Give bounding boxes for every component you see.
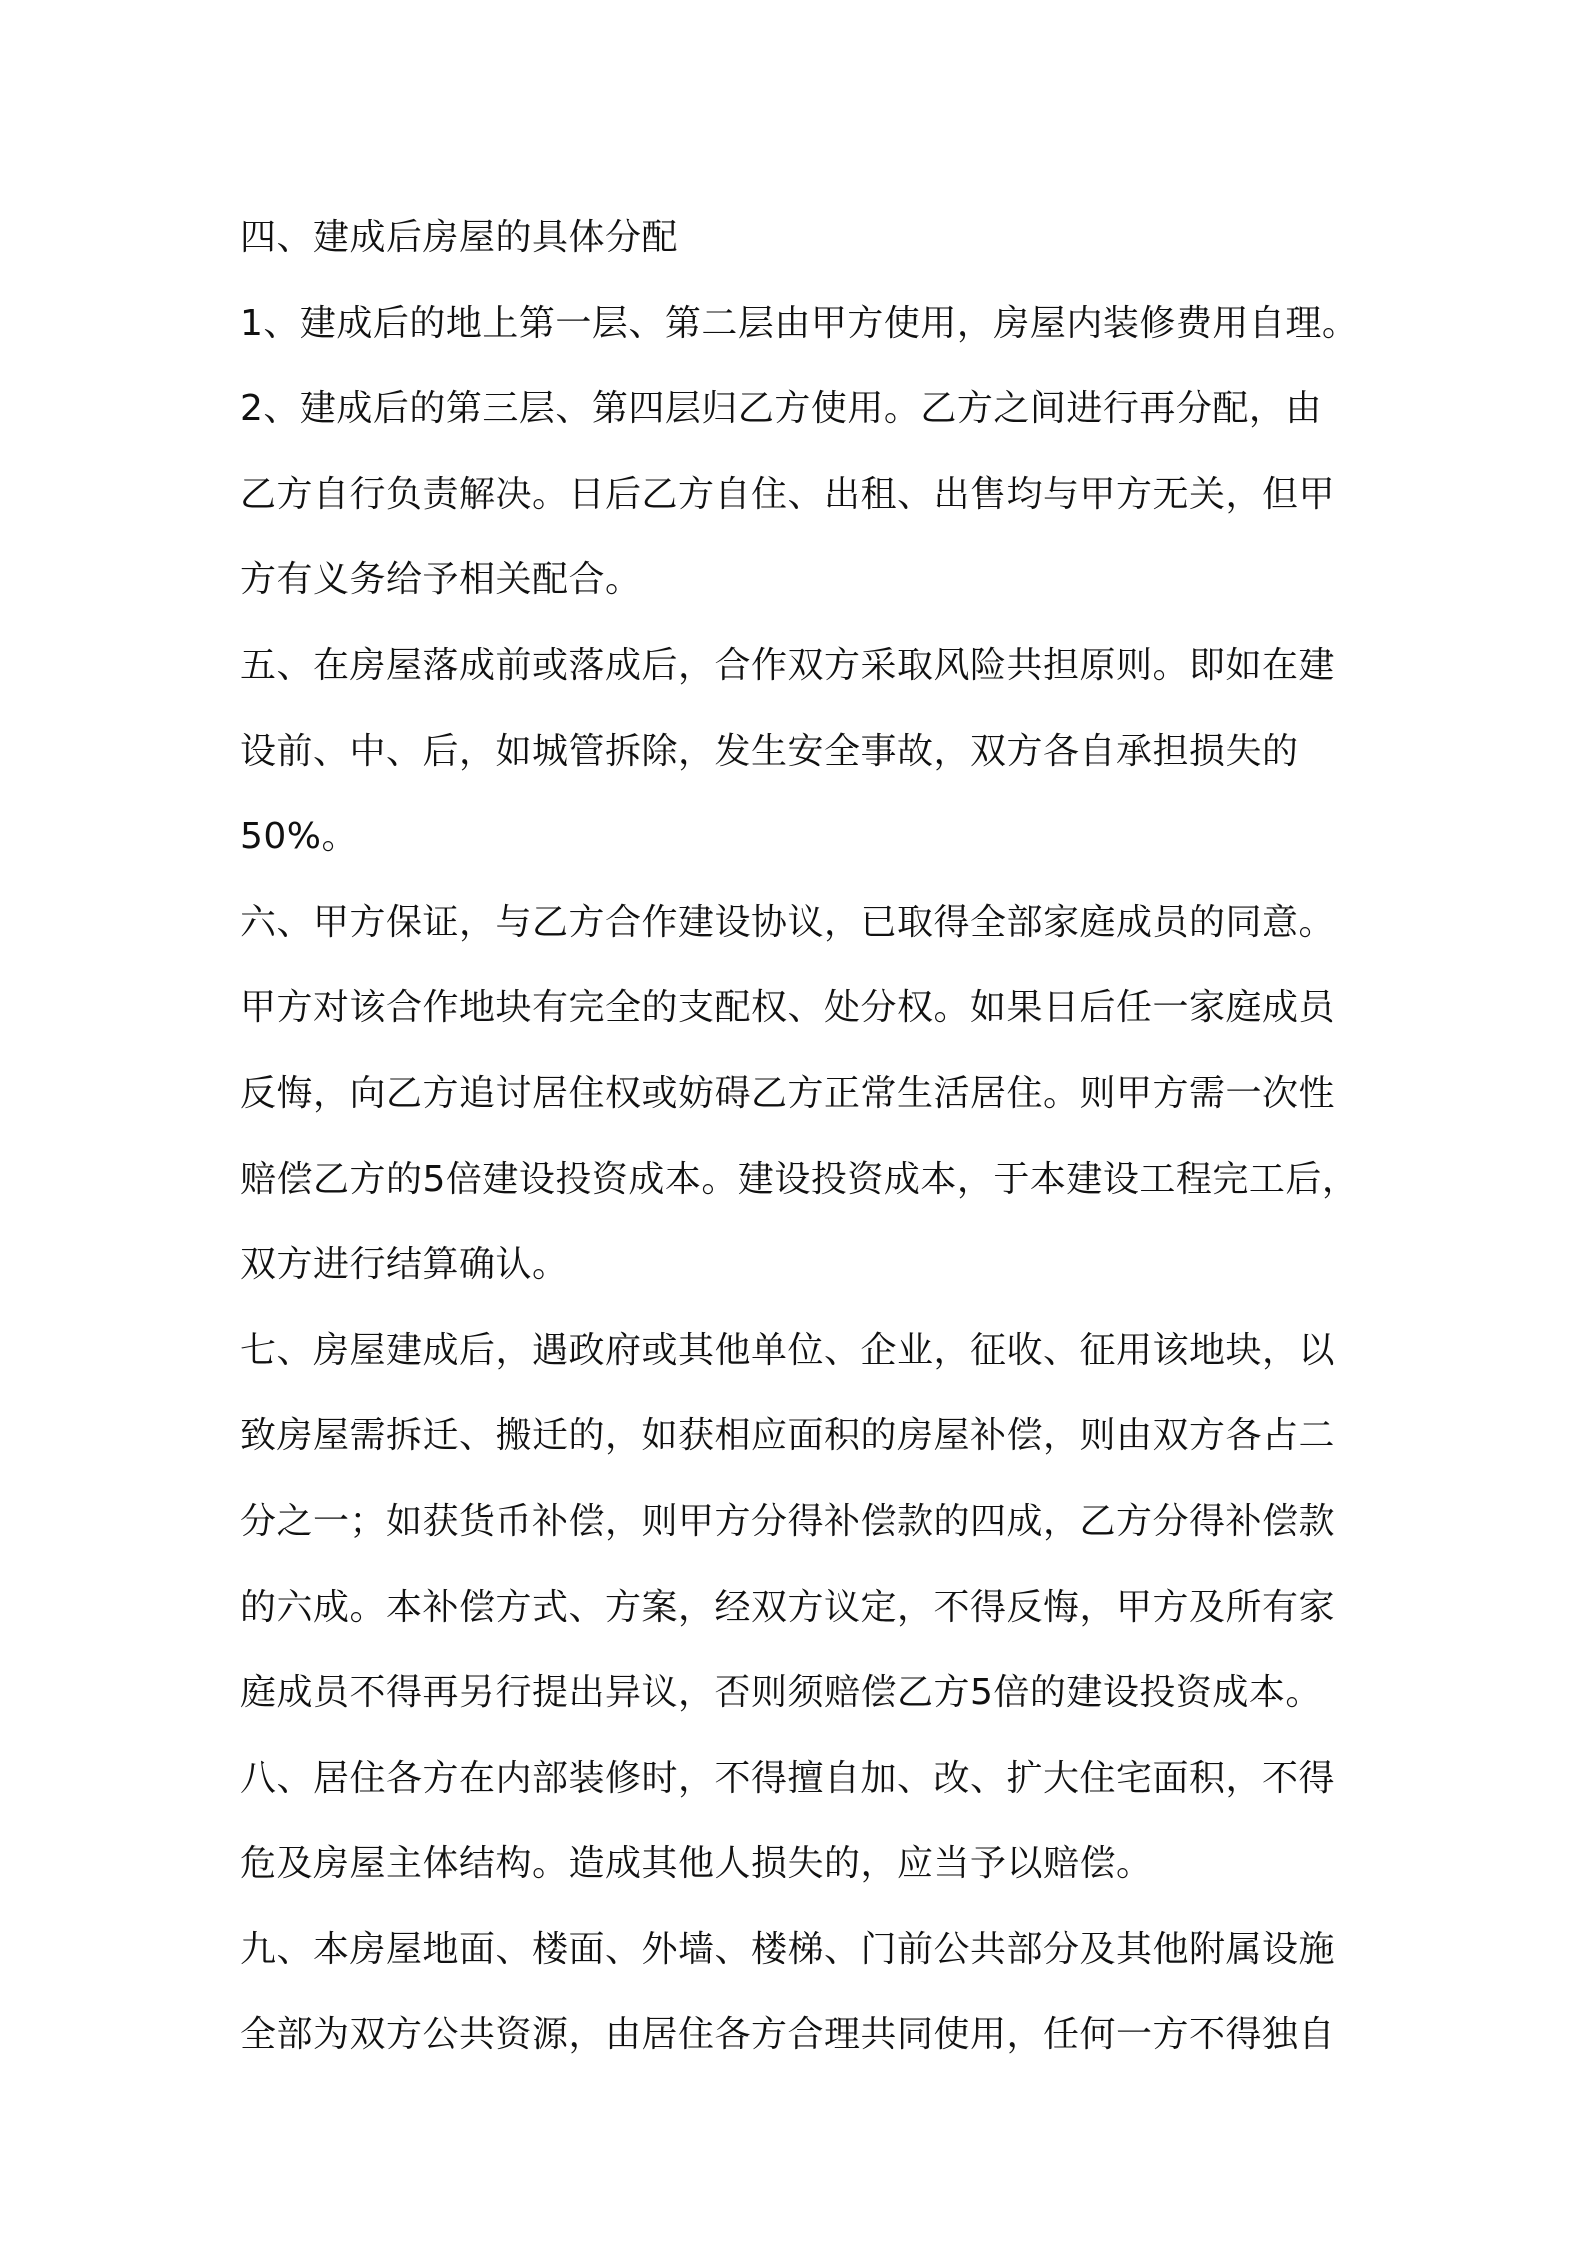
text-line: 50%。 (240, 816, 359, 858)
text-line: 分之一；如获货币补偿，则甲方分得补偿款的四成，乙方分得补偿款 (240, 1500, 1336, 1542)
document-body (240, 195, 1360, 2078)
text-line: 双方进行结算确认。 (240, 1244, 569, 1286)
text-line: 的六成。本补偿方式、方案，经双方议定，不得反悔，甲方及所有家 (240, 1586, 1336, 1628)
text-line: 方有义务给予相关配合。 (240, 559, 642, 601)
text-line: 反悔，向乙方追讨居住权或妨碍乙方正常生活居住。则甲方需一次性 (240, 1072, 1336, 1114)
text-line: 七、房屋建成后，遇政府或其他单位、企业，征收、征用该地块，以 (240, 1329, 1336, 1371)
text-line: 设前、中、后，如城管拆除，发生安全事故，双方各自承担损失的 (240, 730, 1299, 772)
text-line: 危及房屋主体结构。造成其他人损失的，应当予以赔偿。 (240, 1843, 1153, 1885)
section-heading-4: 四、建成后房屋的具体分配 (240, 217, 679, 258)
text-line: 庭成员不得再另行提出异议，否则须赔偿乙方5倍的建设投资成本。 (240, 1672, 1322, 1714)
text-line: 乙方自行负责解决。日后乙方自住、出租、出售均与甲方无关，但甲 (240, 473, 1336, 515)
text-line: 赔偿乙方的5倍建设投资成本。建设投资成本，于本建设工程完工后， (240, 1158, 1359, 1200)
text-line: 五、在房屋落成前或落成后，合作双方采取风险共担原则。即如在建 (240, 644, 1336, 686)
text-line: 九、本房屋地面、楼面、外墙、楼梯、门前公共部分及其他附属设施 (240, 1928, 1336, 1970)
text-line: 2、建成后的第三层、第四层归乙方使用。乙方之间进行再分配，由 (240, 388, 1322, 430)
text-line: 致房屋需拆迁、搬迁的，如获相应面积的房屋补偿，则由双方各占二 (240, 1415, 1336, 1457)
text-line: 八、居住各方在内部装修时，不得擅自加、改、扩大住宅面积，不得 (240, 1757, 1336, 1799)
text-line: 甲方对该合作地块有完全的支配权、处分权。如果日后任一家庭成员 (240, 987, 1336, 1029)
text-line: 1、建成后的地上第一层、第二层由甲方使用，房屋内装修费用自理。 (240, 302, 1359, 344)
text-line: 六、甲方保证，与乙方合作建设协议，已取得全部家庭成员的同意。 (240, 901, 1336, 943)
text-line: 全部为双方公共资源，由居住各方合理共同使用，任何一方不得独自 (240, 2014, 1336, 2056)
